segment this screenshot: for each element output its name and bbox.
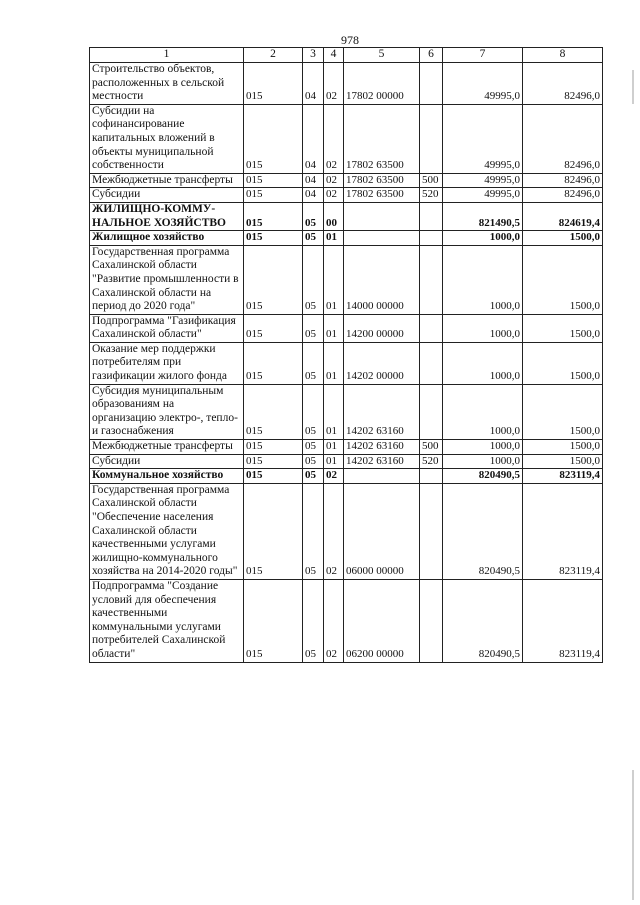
table-row <box>90 104 603 173</box>
column-header: 3 <box>303 48 324 63</box>
value-col-7: 49995,0 <box>443 188 523 203</box>
table-row <box>90 483 603 579</box>
row-name: Строительство объектов, расположенных в сельской местности <box>90 63 244 105</box>
expense-type-code <box>420 104 443 173</box>
grbs-code: 015 <box>244 202 303 230</box>
grbs-code: 015 <box>244 245 303 314</box>
table-row <box>90 384 603 439</box>
target-article-code: 14202 63160 <box>344 384 420 439</box>
value-col-8: 82496,0 <box>523 104 603 173</box>
table-row <box>90 231 603 246</box>
value-col-8: 1500,0 <box>523 454 603 469</box>
target-article-code: 14202 00000 <box>344 342 420 384</box>
subsection-code: 01 <box>324 454 344 469</box>
value-col-7: 1000,0 <box>443 231 523 246</box>
budget-table <box>89 47 603 663</box>
value-col-8: 82496,0 <box>523 173 603 188</box>
expense-type-code <box>420 231 443 246</box>
expense-type-code <box>420 245 443 314</box>
subsection-code: 01 <box>324 314 344 342</box>
table-row <box>90 342 603 384</box>
row-name: Коммунальное хозяйство <box>90 469 244 484</box>
table-row <box>90 63 603 105</box>
target-article-code: 14202 63160 <box>344 454 420 469</box>
value-col-8: 1500,0 <box>523 384 603 439</box>
value-col-7: 1000,0 <box>443 245 523 314</box>
subsection-code: 00 <box>324 202 344 230</box>
value-col-8: 1500,0 <box>523 440 603 455</box>
grbs-code: 015 <box>244 384 303 439</box>
row-name: Межбюджетные трансферты <box>90 440 244 455</box>
grbs-code: 015 <box>244 483 303 579</box>
value-col-8: 1500,0 <box>523 342 603 384</box>
value-col-7: 820490,5 <box>443 469 523 484</box>
subsection-code: 01 <box>324 231 344 246</box>
section-code: 05 <box>303 342 324 384</box>
value-col-8: 823119,4 <box>523 483 603 579</box>
value-col-7: 1000,0 <box>443 440 523 455</box>
column-header: 8 <box>523 48 603 63</box>
target-article-code <box>344 469 420 484</box>
expense-type-code: 500 <box>420 440 443 455</box>
subsection-code: 02 <box>324 483 344 579</box>
value-col-8: 823119,4 <box>523 469 603 484</box>
grbs-code: 015 <box>244 342 303 384</box>
section-code: 05 <box>303 245 324 314</box>
column-header: 5 <box>344 48 420 63</box>
subsection-code: 01 <box>324 384 344 439</box>
row-name: Межбюджетные трансферты <box>90 173 244 188</box>
value-col-7: 1000,0 <box>443 342 523 384</box>
table-row <box>90 440 603 455</box>
value-col-7: 820490,5 <box>443 483 523 579</box>
target-article-code: 17802 00000 <box>344 63 420 105</box>
expense-type-code <box>420 342 443 384</box>
value-col-7: 1000,0 <box>443 454 523 469</box>
target-article-code: 17802 63500 <box>344 104 420 173</box>
table-row <box>90 173 603 188</box>
target-article-code <box>344 202 420 230</box>
row-name: ЖИЛИЩНО-КОММУ- НАЛЬНОЕ ХОЗЯЙСТВО <box>90 202 244 230</box>
subsection-code: 02 <box>324 188 344 203</box>
section-code: 05 <box>303 440 324 455</box>
grbs-code: 015 <box>244 454 303 469</box>
subsection-code: 02 <box>324 104 344 173</box>
section-code: 05 <box>303 483 324 579</box>
expense-type-code: 520 <box>420 454 443 469</box>
value-col-8: 1500,0 <box>523 245 603 314</box>
row-name: Подпрограмма "Газификация Сахалинской области" <box>90 314 244 342</box>
section-code: 05 <box>303 231 324 246</box>
table-header-row <box>90 48 603 63</box>
column-header: 1 <box>90 48 244 63</box>
expense-type-code <box>420 384 443 439</box>
expense-type-code <box>420 469 443 484</box>
value-col-8: 823119,4 <box>523 579 603 662</box>
value-col-7: 821490,5 <box>443 202 523 230</box>
subsection-code: 01 <box>324 245 344 314</box>
target-article-code: 06200 00000 <box>344 579 420 662</box>
target-article-code: 14200 00000 <box>344 314 420 342</box>
value-col-7: 49995,0 <box>443 63 523 105</box>
grbs-code: 015 <box>244 173 303 188</box>
expense-type-code <box>420 202 443 230</box>
row-name: Субсидии <box>90 454 244 469</box>
row-name: Подпрограмма "Создание условий для обеспечения качественными коммунальными услугами потребителей Сахалинской области" <box>90 579 244 662</box>
value-col-7: 49995,0 <box>443 173 523 188</box>
grbs-code: 015 <box>244 314 303 342</box>
row-name: Государственная программа Сахалинской области "Развитие промышленности в Сахалинской области на период до 2020 года" <box>90 245 244 314</box>
subsection-code: 02 <box>324 579 344 662</box>
expense-type-code <box>420 314 443 342</box>
table-row <box>90 202 603 230</box>
value-col-8: 1500,0 <box>523 231 603 246</box>
grbs-code: 015 <box>244 440 303 455</box>
target-article-code: 14202 63160 <box>344 440 420 455</box>
grbs-code: 015 <box>244 104 303 173</box>
subsection-code: 01 <box>324 342 344 384</box>
section-code: 04 <box>303 188 324 203</box>
value-col-8: 1500,0 <box>523 314 603 342</box>
value-col-7: 49995,0 <box>443 104 523 173</box>
subsection-code: 01 <box>324 440 344 455</box>
table-row <box>90 314 603 342</box>
target-article-code: 06000 00000 <box>344 483 420 579</box>
row-name: Субсидии на софинансирование капитальных вложений в объекты муниципальной собственности <box>90 104 244 173</box>
grbs-code: 015 <box>244 63 303 105</box>
column-header: 4 <box>324 48 344 63</box>
section-code: 05 <box>303 202 324 230</box>
column-header: 6 <box>420 48 443 63</box>
row-name: Субсидии <box>90 188 244 203</box>
scan-margin-mark <box>632 770 634 900</box>
column-header: 7 <box>443 48 523 63</box>
section-code: 05 <box>303 314 324 342</box>
table-row <box>90 188 603 203</box>
expense-type-code <box>420 483 443 579</box>
row-name: Жилищное хозяйство <box>90 231 244 246</box>
column-header: 2 <box>244 48 303 63</box>
target-article-code: 14000 00000 <box>344 245 420 314</box>
value-col-8: 82496,0 <box>523 188 603 203</box>
table-row <box>90 579 603 662</box>
section-code: 05 <box>303 469 324 484</box>
value-col-7: 820490,5 <box>443 579 523 662</box>
expense-type-code <box>420 579 443 662</box>
subsection-code: 02 <box>324 469 344 484</box>
page-number: 978 <box>341 33 359 47</box>
grbs-code: 015 <box>244 231 303 246</box>
section-code: 05 <box>303 579 324 662</box>
row-name: Оказание мер поддержки потребителям при газификации жилого фонда <box>90 342 244 384</box>
table-row <box>90 454 603 469</box>
section-code: 04 <box>303 63 324 105</box>
expense-type-code: 520 <box>420 188 443 203</box>
value-col-7: 1000,0 <box>443 384 523 439</box>
value-col-7: 1000,0 <box>443 314 523 342</box>
expense-type-code <box>420 63 443 105</box>
scan-margin-mark <box>632 70 634 104</box>
section-code: 05 <box>303 384 324 439</box>
target-article-code <box>344 231 420 246</box>
row-name: Субсидия муниципальным образованиям на организацию электро-, тепло- и газоснабжения <box>90 384 244 439</box>
table-row <box>90 245 603 314</box>
section-code: 04 <box>303 104 324 173</box>
expense-type-code: 500 <box>420 173 443 188</box>
section-code: 04 <box>303 173 324 188</box>
target-article-code: 17802 63500 <box>344 188 420 203</box>
target-article-code: 17802 63500 <box>344 173 420 188</box>
grbs-code: 015 <box>244 469 303 484</box>
grbs-code: 015 <box>244 188 303 203</box>
row-name: Государственная программа Сахалинской области "Обеспечение населения Сахалинской области качественными услугами жилищно-коммунального хозяйства на 2014-2020 годы" <box>90 483 244 579</box>
subsection-code: 02 <box>324 173 344 188</box>
table-row <box>90 469 603 484</box>
grbs-code: 015 <box>244 579 303 662</box>
section-code: 05 <box>303 454 324 469</box>
value-col-8: 82496,0 <box>523 63 603 105</box>
value-col-8: 824619,4 <box>523 202 603 230</box>
subsection-code: 02 <box>324 63 344 105</box>
